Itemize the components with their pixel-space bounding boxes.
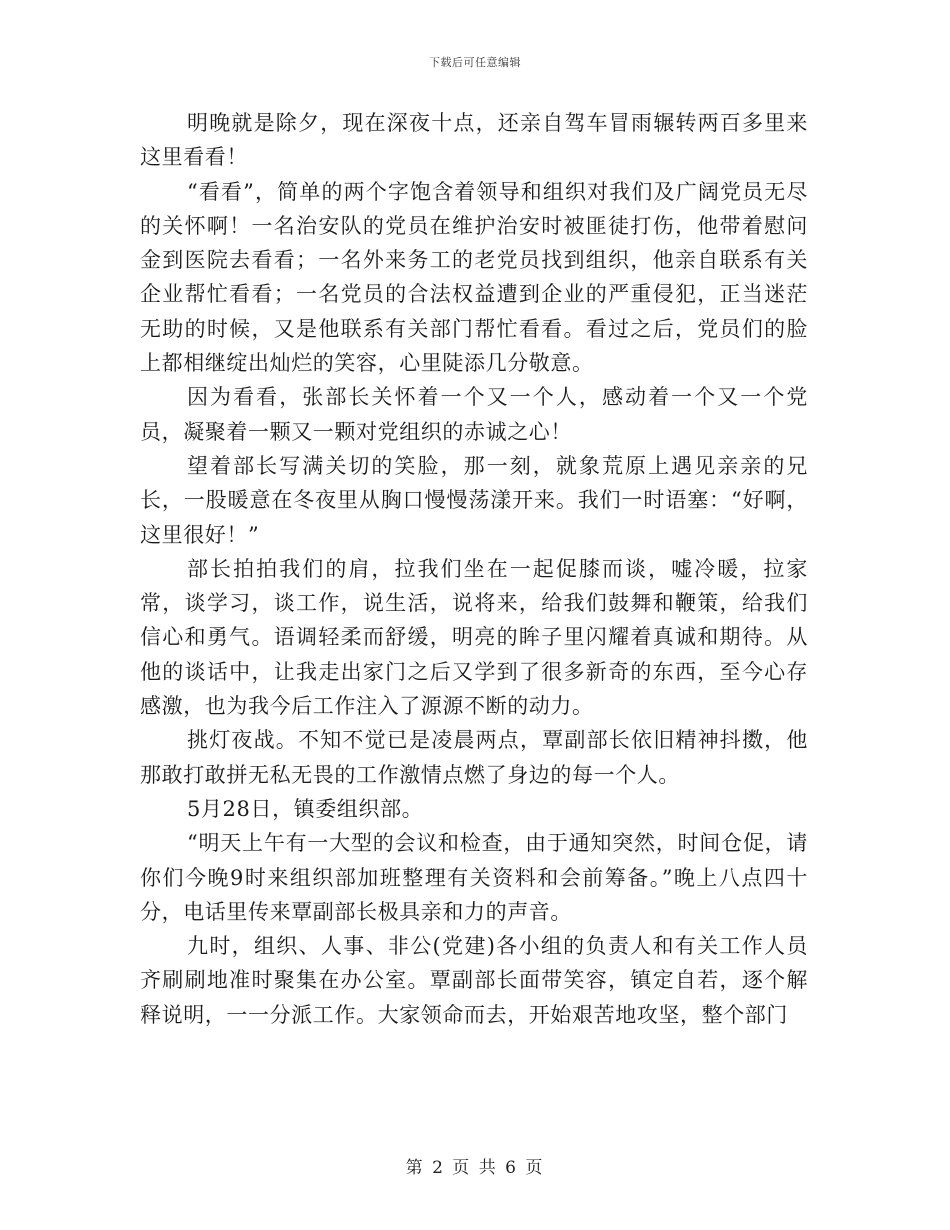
paragraph: 因为看看，张部长关怀着一个又一个人，感动着一个又一个党员，凝聚着一颗又一颗对党组织的赤诚之心！ [140,385,808,444]
paragraph: 望着部长写满关切的笑脸，那一刻，就象荒原上遇见亲亲的兄长，一股暖意在冬夜里从胸口慢慢荡漾开来。我们一时语塞：“好啊，这里很好！” [140,453,808,547]
paragraph: 部长拍拍我们的肩，拉我们坐在一起促膝而谈，嘘冷暖，拉家常，谈学习，谈工作，说生活，说将来，给我们鼓舞和鞭策，给我们信心和勇气。语调轻柔而舒缓，明亮的眸子里闪耀着真诚和期待。从他的谈话中，让我走出家门之后又学到了很多新奇的东西，至今心存感激，也为我今后工作注入了源源不断的动力。 [140,556,808,719]
paragraph: 九时，组织、人事、非公(党建)各小组的负责人和有关工作人员齐刷刷地准时聚集在办公室。覃副部长面带笑容，镇定自若，逐个解释说明，一一分派工作。大家领命而去，开始艰苦地攻坚，整个部门 [140,934,808,1027]
paragraph: 挑灯夜战。不知不觉已是凌晨两点，覃副部长依旧精神抖擞，他那敢打敢拼无私无畏的工作激情点燃了身边的每一个人。 [140,728,808,787]
page-header: 下载后可任意编辑 [429,56,521,69]
page-number: 第 2 页 共 6 页 [405,1158,545,1178]
paragraph: “看看”，简单的两个字饱含着领导和组织对我们及广阔党员无尽的关怀啊！一名治安队的党员在维护治安时被匪徒打伤，他带着慰问金到医院去看看；一名外来务工的老党员找到组织，他亲自联系有关企业帮忙看看；一名党员的合法权益遭到企业的严重侵犯，正当迷茫无助的时候，又是他联系有关部门帮忙看看。看过之后，党员们的脸上都相继绽出灿烂的笑容，心里陡添几分敬意。 [140,179,808,376]
document-body [140,106,808,1032]
paragraph: “明天上午有一大型的会议和检查，由于通知突然，时间仓促，请你们今晚9时来组织部加班整理有关资料和会前筹备。”晚上八点四十分，电话里传来覃副部长极具亲和力的声音。 [140,831,808,924]
paragraph: 5月28日，镇委组织部。 [187,796,424,821]
paragraph: 明晚就是除夕，现在深夜十点，还亲自驾车冒雨辗转两百多里来这里看看！ [140,111,808,170]
